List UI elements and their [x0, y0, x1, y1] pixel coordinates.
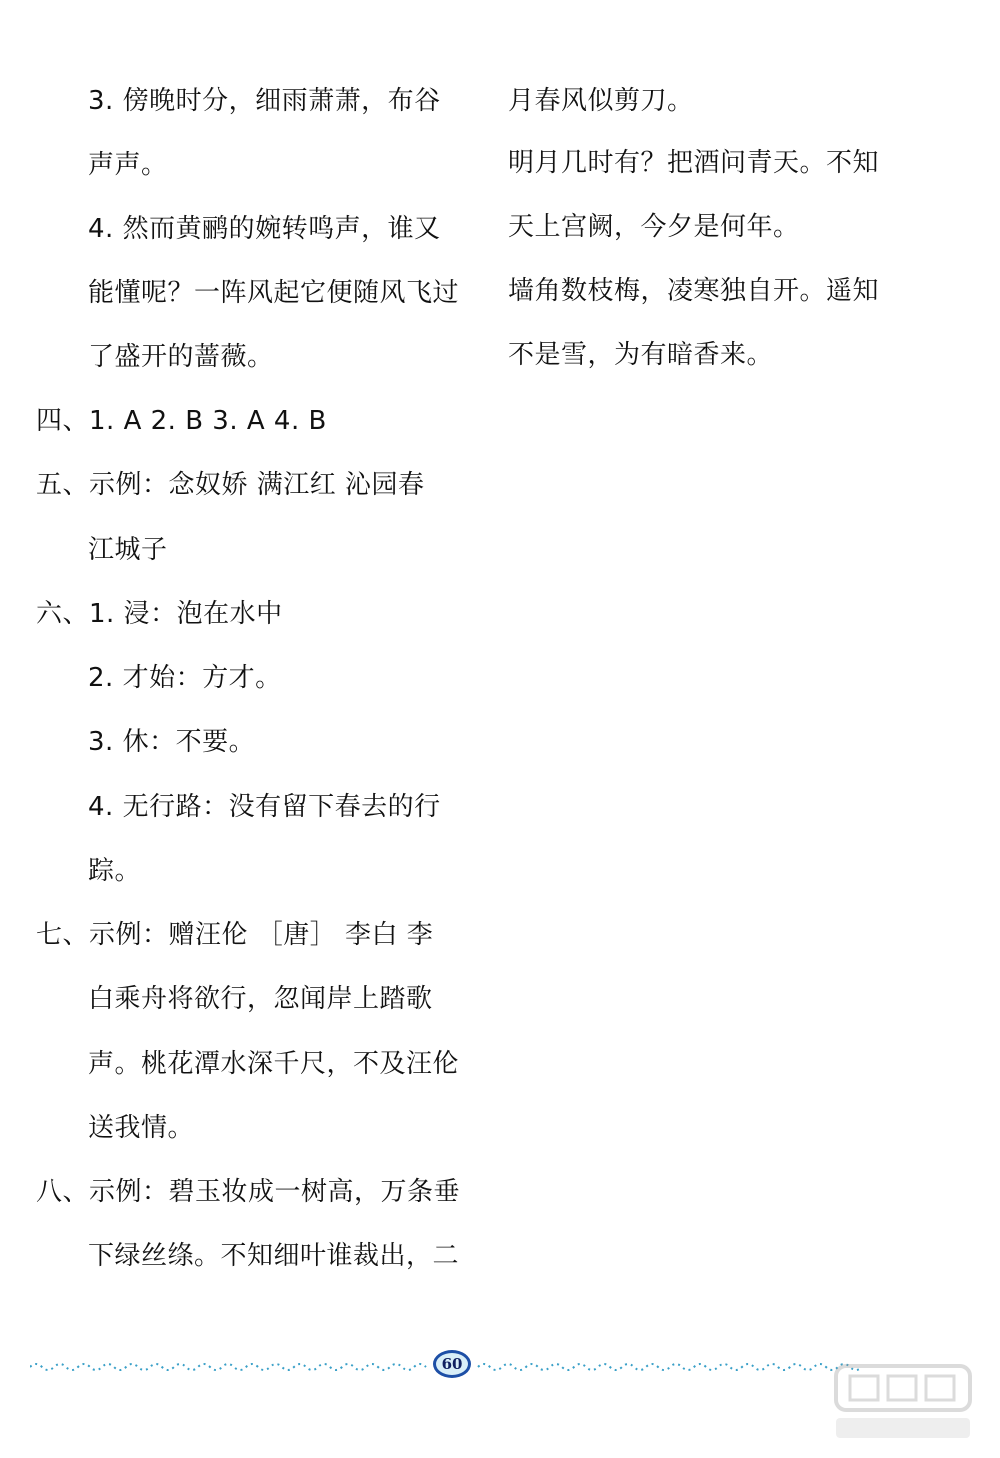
right-line-2: 明月几时有？把酒问青天。不知 — [508, 148, 880, 178]
left-line-8: 江城子 — [88, 535, 168, 565]
left-line-10: 2. 才始：方才。 — [88, 663, 282, 693]
left-line-11: 3. 休：不要。 — [88, 727, 256, 757]
left-line-2: 声声。 — [88, 150, 168, 180]
section-five-answers: 五、示例：念奴娇 满江红 沁园春 — [36, 470, 425, 500]
section-seven-answers: 七、示例：赠汪伦 ［唐］ 李白 李 — [36, 920, 434, 950]
left-line-1: 3. 傍晚时分，细雨萧萧，布谷 — [88, 86, 441, 116]
left-line-12: 4. 无行路：没有留下春去的行 — [88, 792, 441, 822]
right-line-5: 不是雪，为有暗香来。 — [508, 340, 774, 370]
section-eight-answers: 八、示例：碧玉妆成一树高，万条垂 — [36, 1177, 461, 1207]
watermark-logo-icon — [828, 1356, 978, 1446]
left-line-15: 白乘舟将欲行，忽闻岸上踏歌 — [88, 984, 433, 1014]
left-line-4: 能懂呢？一阵风起它便随风飞过 — [88, 278, 460, 308]
section-four-answers: 四、1. A 2. B 3. A 4. B — [36, 406, 327, 436]
right-line-4: 墙角数枝梅，凌寒独自开。遥知 — [508, 276, 880, 306]
left-line-3: 4. 然而黄鹂的婉转鸣声，谁又 — [88, 214, 441, 244]
left-line-5: 了盛开的蔷薇。 — [88, 342, 274, 372]
left-line-13: 踪。 — [88, 856, 142, 886]
section-six-answers: 六、1. 浸：泡在水中 — [36, 599, 283, 629]
left-line-16: 声。桃花潭水深千尺，不及汪伦 — [88, 1049, 460, 1079]
page-footer — [30, 1345, 870, 1385]
right-line-1: 月春风似剪刀。 — [508, 86, 694, 116]
right-line-3: 天上宫阙，今夕是何年。 — [508, 212, 800, 242]
left-line-17: 送我情。 — [88, 1113, 195, 1143]
page-number: 60 — [433, 1350, 471, 1378]
left-line-19: 下绿丝绦。不知细叶谁裁出，二 — [88, 1241, 460, 1271]
